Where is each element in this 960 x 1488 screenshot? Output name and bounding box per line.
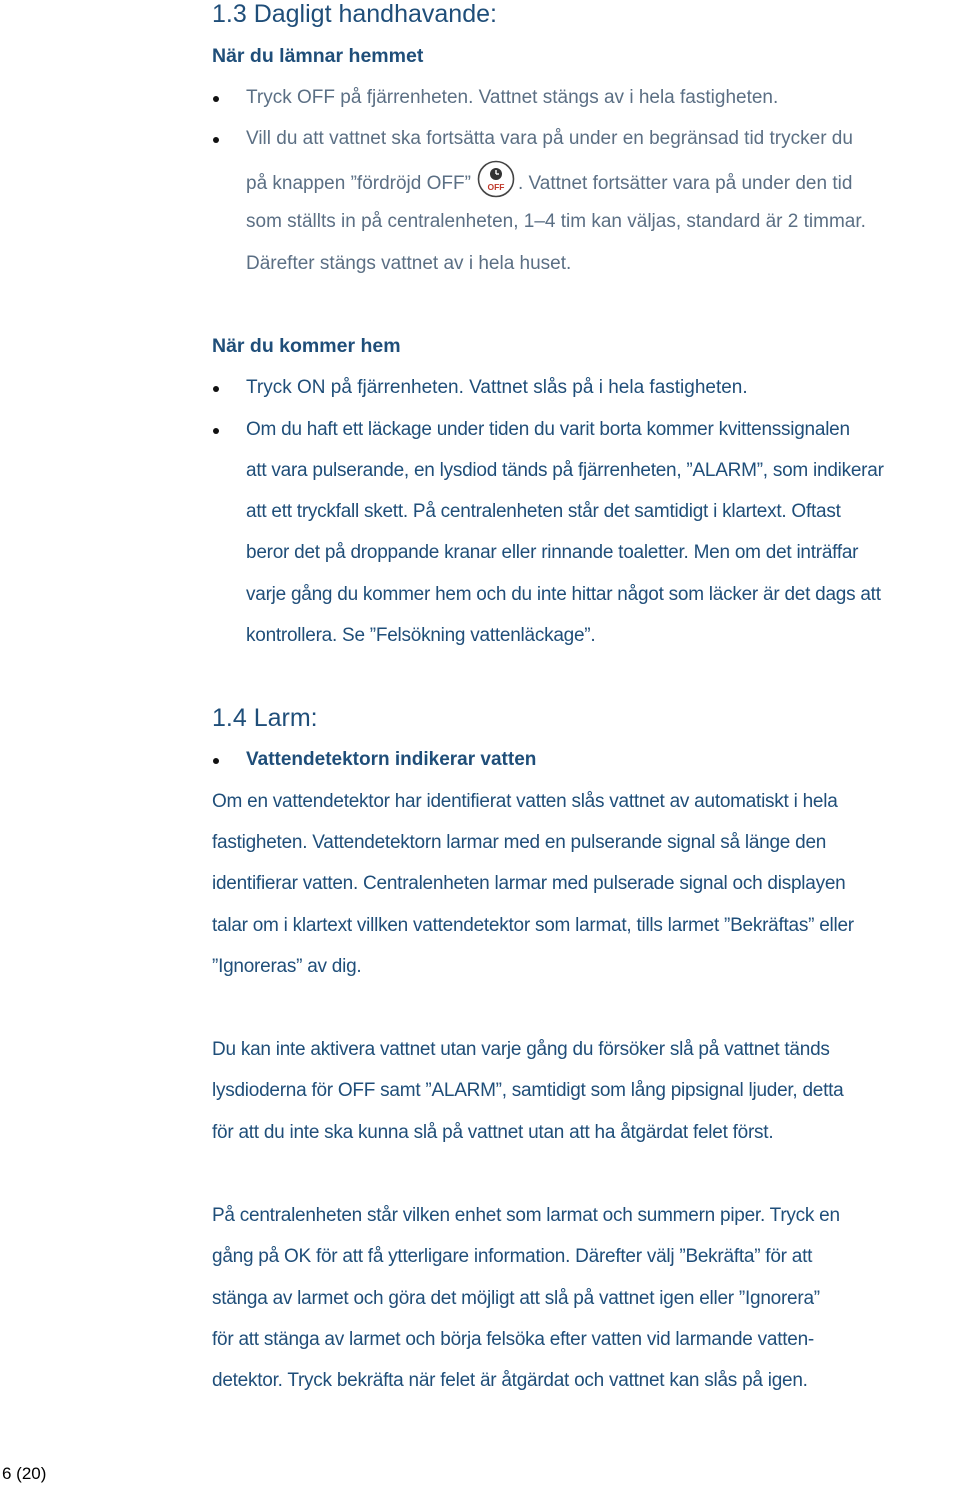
- bullet-marker: [213, 137, 219, 143]
- coming-home-bullet-2-line: att vara pulserande, en lysdiod tänds på fjärrenheten, ”ALARM”, som indikerar: [246, 460, 884, 481]
- delayed-off-continued: . Vattnet fortsätter vara på under den tid: [517, 173, 853, 195]
- alarm-paragraph-3-line: stänga av larmet och göra det möjligt att slå på vattnet igen eller ”Ignorera”: [212, 1288, 820, 1309]
- alarm-paragraph-3-line: På centralenheten står vilken enhet som larmat och summern piper. Tryck en: [212, 1205, 840, 1226]
- alarm-paragraph-1-line: talar om i klartext villken vattendetektor som larmat, tills larmet ”Bekräftas” eller: [212, 915, 854, 936]
- coming-home-bullet-1: Tryck ON på fjärrenheten. Vattnet slås på i hela fastigheten.: [246, 377, 748, 398]
- coming-home-bullet-2-line: Om du haft ett läckage under tiden du varit borta kommer kvittenssignalen: [246, 419, 850, 440]
- alarm-paragraph-1-line: ”Ignoreras” av dig.: [212, 956, 362, 977]
- coming-home-bullet-2-line: varje gång du kommer hem och du inte hittar något som läcker är det dags att: [246, 584, 881, 605]
- section-heading-1-3: 1.3 Dagligt handhavande:: [212, 0, 497, 28]
- page-number: 6 (20): [2, 1464, 47, 1483]
- coming-home-bullet-2-line: kontrollera. Se ”Felsökning vattenläckage”.: [246, 625, 596, 646]
- leaving-bullet-2-line-4: Därefter stängs vattnet av i hela huset.: [246, 253, 572, 274]
- leaving-bullet-2-line-3: som ställts in på centralenheten, 1–4 tim kan väljas, standard är 2 timmar.: [246, 211, 866, 232]
- alarm-paragraph-2-line: för att du inte ska kunna slå på vattnet utan att ha åtgärdat felet först.: [212, 1122, 774, 1143]
- alarm-paragraph-1-line: fastigheten. Vattendetektorn larmar med en pulserande signal så länge den: [212, 832, 827, 853]
- delayed-off-text: på knappen ”fördröjd OFF”: [246, 173, 471, 195]
- coming-home-bullet-2-line: beror det på droppande kranar eller rinnande toaletter. Men om det inträffar: [246, 542, 859, 563]
- leaving-bullet-2-line-2: [246, 170, 852, 198]
- bullet-marker: [213, 758, 219, 764]
- subheading-leaving-home: När du lämnar hemmet: [212, 45, 424, 67]
- delayed-off-clock-icon: [477, 160, 515, 198]
- leaving-bullet-2-line-1: Vill du att vattnet ska fortsätta vara på under en begränsad tid trycker du: [246, 128, 853, 149]
- subheading-coming-home: När du kommer hem: [212, 335, 401, 357]
- bullet-marker: [213, 96, 219, 102]
- leaving-bullet-1: Tryck OFF på fjärrenheten. Vattnet stängs av i hela fastigheten.: [246, 87, 779, 108]
- alarm-paragraph-2-line: lysdioderna för OFF samt ”ALARM”, samtidigt som lång pipsignal ljuder, detta: [212, 1080, 844, 1101]
- alarm-paragraph-3-line: för att stänga av larmet och börja felsöka efter vatten vid larmande vatten-: [212, 1329, 814, 1350]
- coming-home-bullet-2-line: att ett tryckfall skett. På centralenheten står det samtidigt i klartext. Oftast: [246, 501, 841, 522]
- alarm-paragraph-2-line: Du kan inte aktivera vattnet utan varje gång du försöker slå på vattnet tänds: [212, 1039, 830, 1060]
- alarm-bullet-heading: Vattendetektorn indikerar vatten: [246, 749, 537, 770]
- section-heading-1-4: 1.4 Larm:: [212, 704, 318, 732]
- alarm-paragraph-1-line: identifierar vatten. Centralenheten larmar med pulserade signal och displayen: [212, 873, 846, 894]
- alarm-paragraph-1-line: Om en vattendetektor har identifierat vatten slås vattnet av automatiskt i hela: [212, 791, 838, 812]
- bullet-marker: [213, 428, 219, 434]
- alarm-paragraph-3-line: detektor. Tryck bekräfta när felet är åtgärdat och vattnet kan slås på igen.: [212, 1370, 808, 1391]
- off-icon-label: OFF: [487, 182, 505, 192]
- bullet-marker: [213, 386, 219, 392]
- alarm-paragraph-3-line: gång på OK för att få ytterligare information. Därefter välj ”Bekräfta” för att: [212, 1246, 813, 1267]
